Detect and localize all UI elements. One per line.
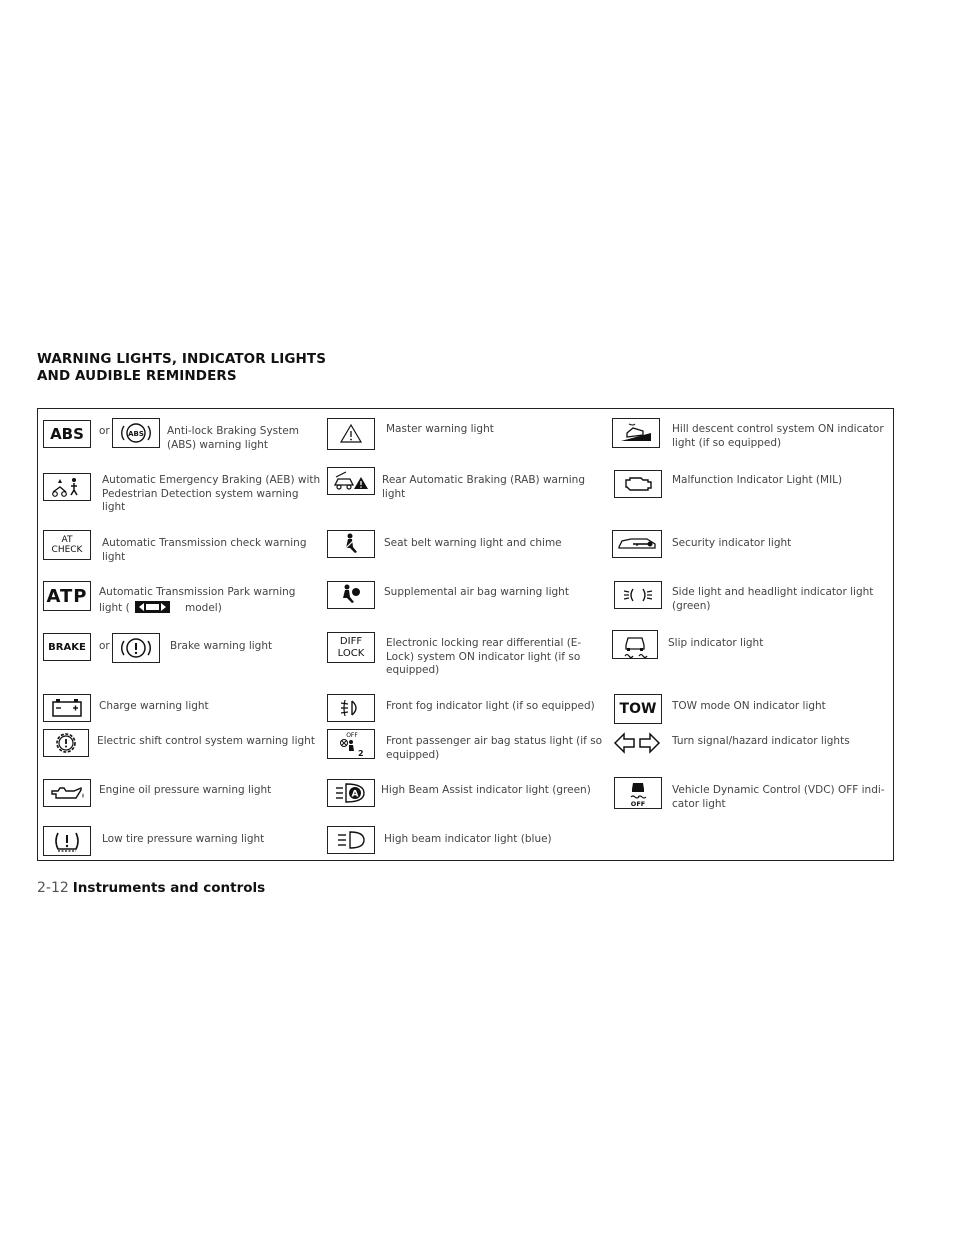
seat-number-label: 2 bbox=[358, 749, 364, 758]
hill-descent-description: Hill descent control system ON indicator light (if so equipped) bbox=[672, 423, 884, 449]
section-heading-line2: AND AUDIBLE REMINDERS bbox=[37, 368, 237, 384]
warning-lights-table bbox=[37, 408, 894, 861]
side-light-description: Side light and headlight indicator light (green) bbox=[672, 586, 874, 612]
atp-description-line2b: model) bbox=[185, 602, 222, 614]
section-heading-line1: WARNING LIGHTS, INDICATOR LIGHTS bbox=[37, 351, 327, 367]
atp-icon: ATP bbox=[43, 581, 91, 611]
security-description: Security indicator light bbox=[672, 537, 792, 549]
brake-text-icon: BRAKE bbox=[43, 633, 91, 661]
page-number: 2-12 bbox=[37, 880, 69, 896]
abs-circle-label: ABS bbox=[128, 430, 144, 438]
section-heading bbox=[37, 351, 326, 385]
vdc-off-label: OFF bbox=[630, 800, 646, 808]
tow-description: TOW mode ON indicator light bbox=[672, 700, 826, 712]
charge-description: Charge warning light bbox=[99, 700, 209, 712]
passenger-airbag-off-label: OFF bbox=[346, 732, 358, 739]
or-label: or bbox=[99, 425, 110, 437]
abs-text-icon: ABS bbox=[43, 420, 91, 448]
at-check-icon: AT CHECK bbox=[43, 530, 91, 560]
vdc-off-description: Vehicle Dynamic Control (VDC) OFF indi-cator light bbox=[672, 784, 885, 810]
abs-description: Anti-lock Braking System (ABS) warning light bbox=[167, 425, 299, 451]
diff-lock-icon: DIFF LOCK bbox=[327, 632, 375, 663]
brake-description: Brake warning light bbox=[170, 640, 273, 652]
seat-belt-description: Seat belt warning light and chime bbox=[384, 537, 562, 549]
rab-description: Rear Automatic Braking (RAB) warning light bbox=[382, 474, 586, 500]
engine-oil-description: Engine oil pressure warning light bbox=[99, 784, 272, 796]
at-check-description: Automatic Transmission check warning light bbox=[102, 537, 307, 563]
or-label: or bbox=[99, 640, 110, 652]
diff-lock-description: Electronic locking rear differential (E-Lock) system ON indicator light (if so equipped) bbox=[386, 637, 582, 676]
high-beam-assist-description: High Beam Assist indicator light (green) bbox=[381, 784, 591, 796]
turn-signal-description: Turn signal/hazard indicator lights bbox=[672, 735, 850, 747]
page-footer bbox=[37, 877, 265, 896]
passenger-airbag-description: Front passenger air bag status light (if so equipped) bbox=[386, 735, 603, 761]
high-beam-assist-letter: A bbox=[351, 789, 359, 800]
tow-text-icon: TOW bbox=[614, 694, 662, 724]
mil-description: Malfunction Indicator Light (MIL) bbox=[672, 474, 843, 486]
master-warning-description: Master warning light bbox=[386, 423, 494, 435]
electric-shift-description: Electric shift control system warning light bbox=[97, 735, 315, 747]
airbag-description: Supplemental air bag warning light bbox=[384, 586, 569, 598]
high-beam-description: High beam indicator light (blue) bbox=[384, 833, 552, 845]
atp-description-line1: Automatic Transmission Park warning bbox=[99, 586, 296, 598]
section-title: Instruments and controls bbox=[72, 880, 266, 896]
atp-description-line2a: light ( bbox=[99, 602, 130, 614]
slip-description: Slip indicator light bbox=[668, 637, 764, 649]
low-tire-description: Low tire pressure warning light bbox=[102, 833, 265, 845]
front-fog-description: Front fog indicator light (if so equipped) bbox=[386, 700, 595, 712]
aeb-description: Automatic Emergency Braking (AEB) with Pedestrian Detection system warning light bbox=[102, 474, 321, 513]
